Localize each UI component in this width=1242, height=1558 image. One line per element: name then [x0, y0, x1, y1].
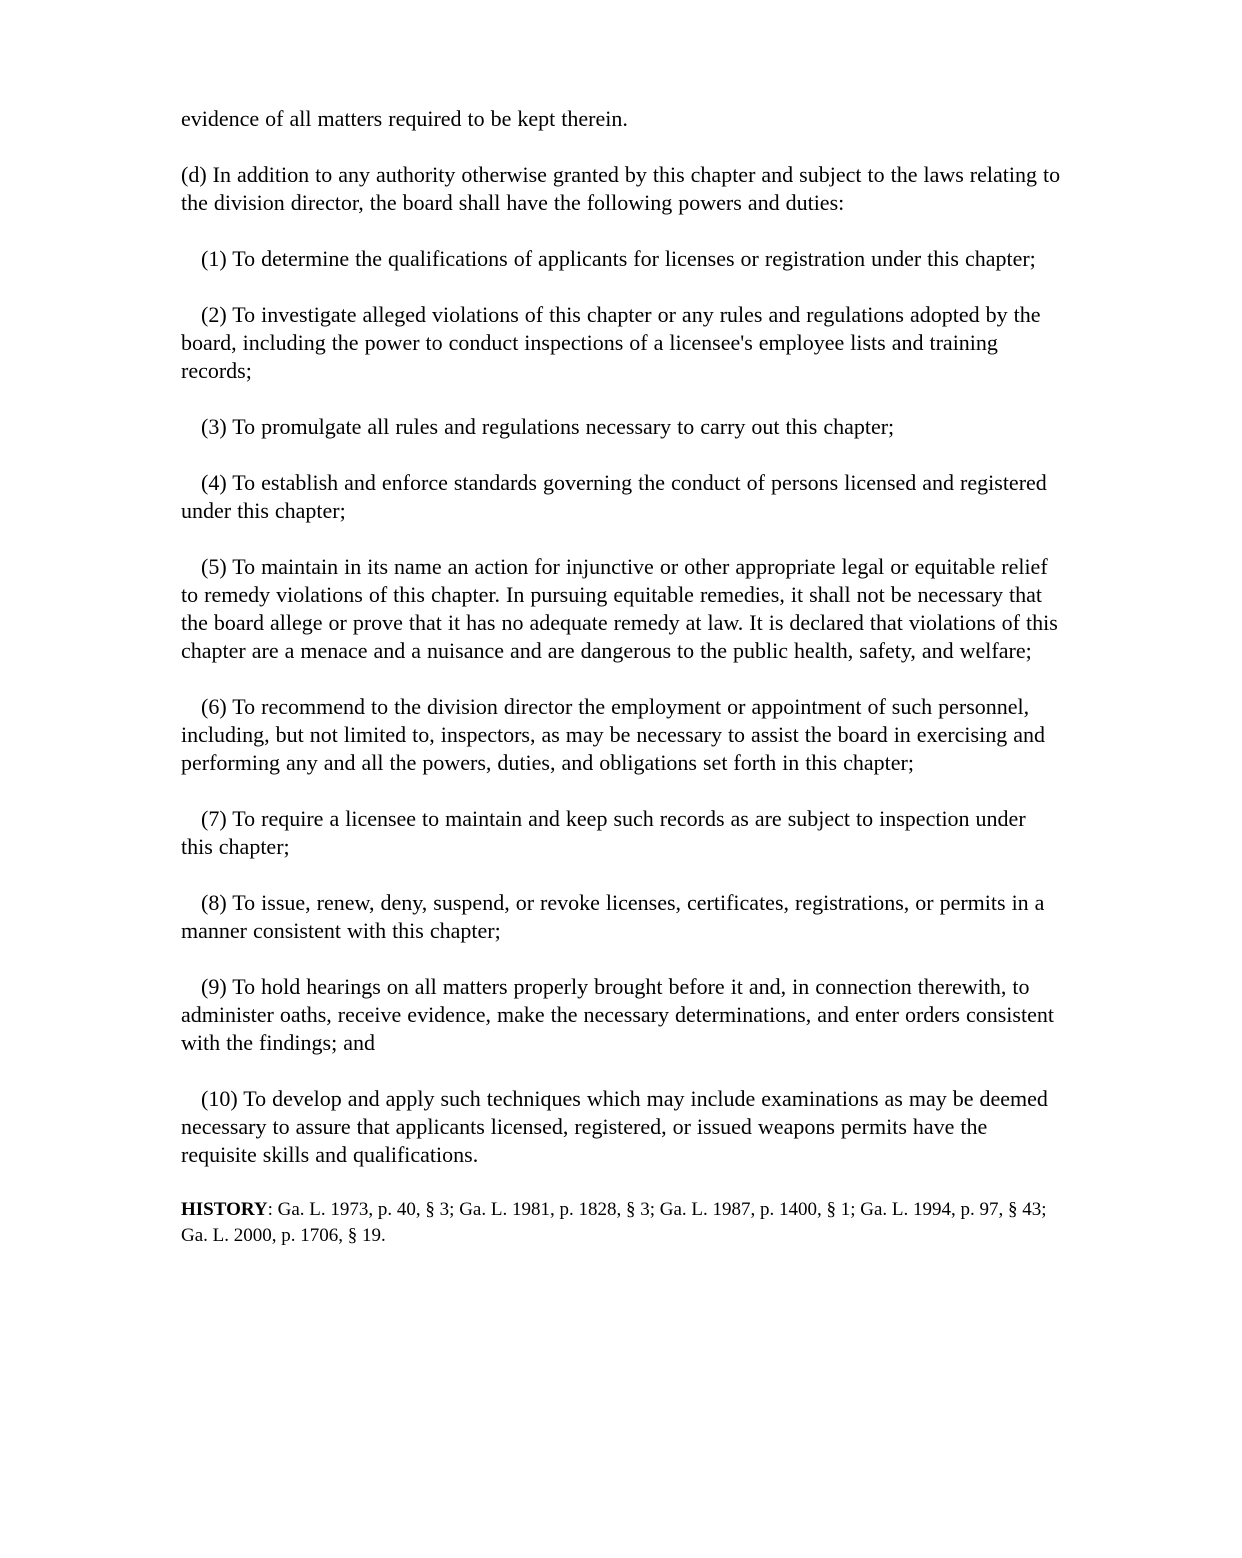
statute-item-6: (6) To recommend to the division director the employment or appointment of such personnel, including, but not limited to, inspectors, as may be necessary to assist the board in exercising and performing any and all the powers, duties, and obligations set forth in this chapter;	[181, 694, 1045, 775]
document-page	[181, 105, 1062, 1249]
statute-item-9: (9) To hold hearings on all matters properly brought before it and, in connection therewith, to administer oaths, receive evidence, make the necessary determinations, and enter orders consistent with the findings; and	[181, 974, 1054, 1055]
statute-item-4: (4) To establish and enforce standards governing the conduct of persons licensed and registered under this chapter;	[181, 470, 1047, 523]
statute-item-10: (10) To develop and apply such techniques which may include examinations as may be deemed necessary to assure that applicants licensed, registered, or issued weapons permits have the requisite skills and qualifications.	[181, 1086, 1048, 1167]
history-citation: : Ga. L. 1973, p. 40, § 3; Ga. L. 1981, p. 1828, § 3; Ga. L. 1987, p. 1400, § 1; Ga. L. 1994, p. 97, § 43; Ga. L. 2000, p. 1706, § 19.	[181, 1199, 1047, 1246]
history-label: HISTORY	[181, 1199, 268, 1220]
statute-item-1: (1) To determine the qualifications of applicants for licenses or registration under this chapter;	[201, 246, 1036, 271]
statute-item-7: (7) To require a licensee to maintain and keep such records as are subject to inspection under this chapter;	[181, 806, 1026, 859]
statute-item-3: (3) To promulgate all rules and regulations necessary to carry out this chapter;	[201, 414, 895, 439]
subsection-d-paragraph: (d) In addition to any authority otherwise granted by this chapter and subject to the laws relating to the division director, the board shall have the following powers and duties:	[181, 162, 1061, 215]
history-paragraph	[181, 1197, 1062, 1249]
statute-item-8: (8) To issue, renew, deny, suspend, or revoke licenses, certificates, registrations, or permits in a manner consistent with this chapter;	[181, 890, 1045, 943]
statute-item-5: (5) To maintain in its name an action for injunctive or other appropriate legal or equitable relief to remedy violations of this chapter. In pursuing equitable remedies, it shall not be necessary that the board allege or prove that it has no adequate remedy at law. It is declared that violations of this chapter are a menace and a nuisance and are dangerous to the public health, safety, and welfare;	[181, 554, 1058, 663]
intro-paragraph: evidence of all matters required to be kept therein.	[181, 106, 628, 131]
statute-item-2: (2) To investigate alleged violations of this chapter or any rules and regulations adopted by the board, including the power to conduct inspections of a licensee's employee lists and training records;	[181, 302, 1041, 383]
